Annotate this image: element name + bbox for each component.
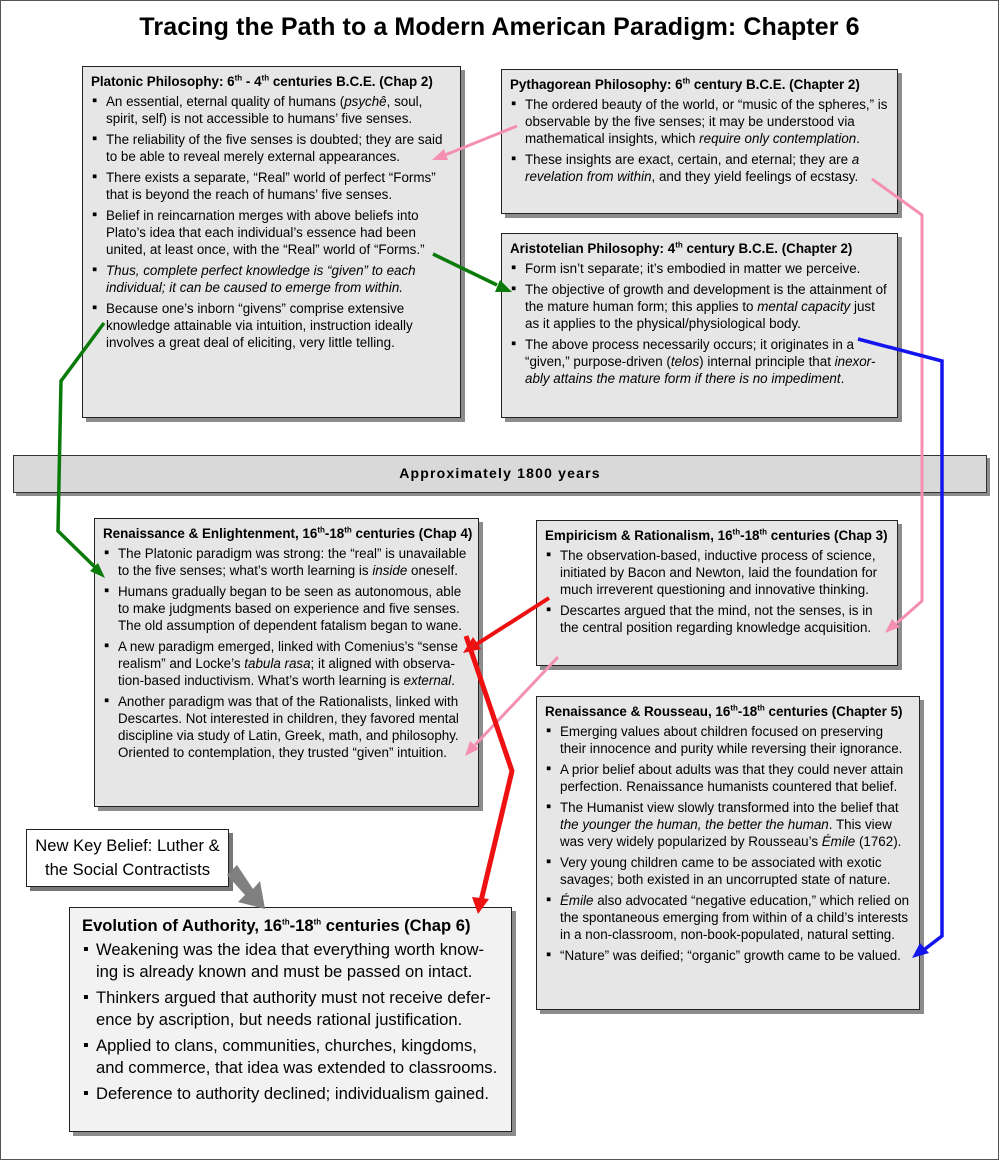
connector-arrows	[1, 1, 998, 1159]
authority-bullet: ▪ Thinkers argued that authority must not receive defer-ence by ascription, but needs rational justification.	[82, 987, 501, 1031]
gray-arrow-callout-to-authority	[227, 865, 265, 909]
time-gap-band: Approximately 1800 years	[13, 455, 987, 493]
renaissance-enlightenment-bullet: ▪ The Platonic paradigm was strong: the “real” is unavailable to the five senses; what’s worth learning is inside oneself.	[103, 545, 470, 579]
platonic-title: Platonic Philosophy: 6th - 4th centuries B.C.E. (Chap 2)	[91, 73, 433, 89]
rousseau-bullet: ▪ Very young children came to be associated with exotic savages; both existed in an uncorrupted state of nature.	[545, 854, 911, 888]
pythagorean-bullet: ▪ These insights are exact, certain, and eternal; they are a revelation from within, and they yield feelings of ecstasy.	[510, 151, 889, 185]
rousseau-bullet: ▪ “Nature” was deified; “organic” growth came to be valued.	[545, 947, 911, 964]
authority-bullet: ▪ Applied to clans, communities, churches, kingdoms, and commerce, that idea was extended to classrooms.	[82, 1035, 501, 1079]
rousseau-bullet: ▪ Émile also advocated “negative education,” which relied on the spontaneous emerging from within of a child’s interests in a non-classroom, non-book-populated, natural setting.	[545, 892, 911, 943]
page-title: Tracing the Path to a Modern American Paradigm: Chapter 6	[139, 13, 860, 41]
rousseau-bullet: ▪ Emerging values about children focused on preserving their innocence and purity while reversing their ignorance.	[545, 723, 911, 757]
renaissance-enlightenment-bullet: ▪ Another paradigm was that of the Rationalists, linked with Descartes. Not interested in children, they favored mental discipline via study of Latin, Greek, math, and philosophy. Oriented to contemplation, they trusted “given” intuition.	[103, 693, 470, 761]
aristotelian-bullet: ▪ Form isn’t separate; it’s embodied in matter we perceive.	[510, 260, 889, 277]
aristotelian-bullet: ▪ The above process necessarily occurs; it originates in a “given,” purpose-driven (telos) internal principle that inexor-ably attains the mature form if there is no impediment.	[510, 336, 889, 387]
pink-arrow-pythagorean-to-platonic	[445, 126, 517, 155]
pink-arrowhead	[432, 149, 448, 160]
renaissance-enlightenment-bullet: ▪ Humans gradually began to be seen as autonomous, able to make judgments based on experience and five senses. The old assumption of dependent fatalism began to wane.	[103, 583, 470, 634]
authority-bullet: ▪ Weakening was the idea that everything worth know-ing is already known and must be passed on intact.	[82, 939, 501, 983]
authority-title: Evolution of Authority, 16th-18th centuries (Chap 6)	[82, 916, 471, 935]
callout-line: New Key Belief: Luther &	[35, 836, 220, 855]
rousseau-bullet: ▪ The Humanist view slowly transformed into the belief that the younger the human, the better the human. This view was very widely popularized by Rousseau’s Émile (1762).	[545, 799, 911, 850]
blue-arrowhead	[912, 943, 929, 958]
callout-line: the Social Contractists	[44, 860, 211, 879]
red-arrow-empiricism-to-renaissance	[477, 598, 549, 644]
red-arrow-renaissance-to-authority	[466, 636, 512, 901]
platonic-bullet: ▪ The reliability of the five senses is doubted; they are said to be able to reveal merely external appearances.	[91, 131, 452, 165]
pink-arrow-pythagorean-to-empiricism	[872, 179, 922, 623]
platonic-bullet: ▪ An essential, eternal quality of humans (psychê, soul, spirit, self) is not accessible to humans’ five senses.	[91, 93, 452, 127]
green-arrowhead	[495, 280, 512, 292]
platonic-bullet: ▪ Belief in reincarnation merges with above beliefs into Plato’s idea that each individual’s essence had been united, at least once, with the “Real” world of “Forms.”	[91, 207, 452, 258]
pythagorean-bullet: ▪ The ordered beauty of the world, or “music of the spheres,” is observable by the five senses; it may be understood via mathematical insights, which require only contemplation.	[510, 96, 889, 147]
pythagorean-title: Pythagorean Philosophy: 6th century B.C.E. (Chapter 2)	[510, 76, 860, 92]
platonic-bullet: ▪ Because one’s inborn “givens” comprise extensive knowledge attainable via intuition, instruction ideally involves a great deal of eliciting, very little telling.	[91, 300, 452, 351]
aristotelian-title: Aristotelian Philosophy: 4th century B.C.E. (Chapter 2)	[510, 240, 853, 256]
empiricism-bullet: ▪ Descartes argued that the mind, not the senses, is in the central position regarding knowledge acquisition.	[545, 602, 889, 636]
aristotelian-bullet: ▪ The objective of growth and development is the attainment of the mature human form; this applies to mental capacity just as it applies to the physical/physiological body.	[510, 281, 889, 332]
empiricism-bullet: ▪ The observation-based, inductive process of science, initiated by Bacon and Newton, laid the foundation for much irreverent questioning and innovative thinking.	[545, 547, 889, 598]
platonic-bullet: ▪ There exists a separate, “Real” world of perfect “Forms” that is beyond the reach of humans’ five senses.	[91, 169, 452, 203]
platonic-bullet: ▪ Thus, complete perfect knowledge is “given” to each individual; it can be caused to emerge from within.	[91, 262, 452, 296]
rousseau-title: Renaissance & Rousseau, 16th-18th centuries (Chapter 5)	[545, 703, 903, 719]
rousseau-bullet: ▪ A prior belief about adults was that they could never attain perfection. Renaissance humanists countered that belief.	[545, 761, 911, 795]
green-arrow-platonic-to-renaissance	[58, 323, 104, 573]
empiricism-title: Empiricism & Rationalism, 16th-18th centuries (Chap 3)	[545, 527, 888, 543]
blue-arrow-aristotelian-to-rousseau	[858, 339, 942, 949]
renaissance-enlightenment-bullet: ▪ A new paradigm emerged, linked with Comenius’s “sense realism” and Locke’s tabula rasa; it aligned with observa-tion-based inductivism. What’s worth learning is external.	[103, 638, 470, 689]
renaissance-enlightenment-title: Renaissance & Enlightenment, 16th-18th centuries (Chap 4)	[103, 525, 473, 541]
red-arrowhead	[472, 897, 489, 914]
green-arrow-platonic-to-aristotelian	[433, 254, 497, 285]
authority-bullet: ▪ Deference to authority declined; individualism gained.	[82, 1083, 501, 1105]
